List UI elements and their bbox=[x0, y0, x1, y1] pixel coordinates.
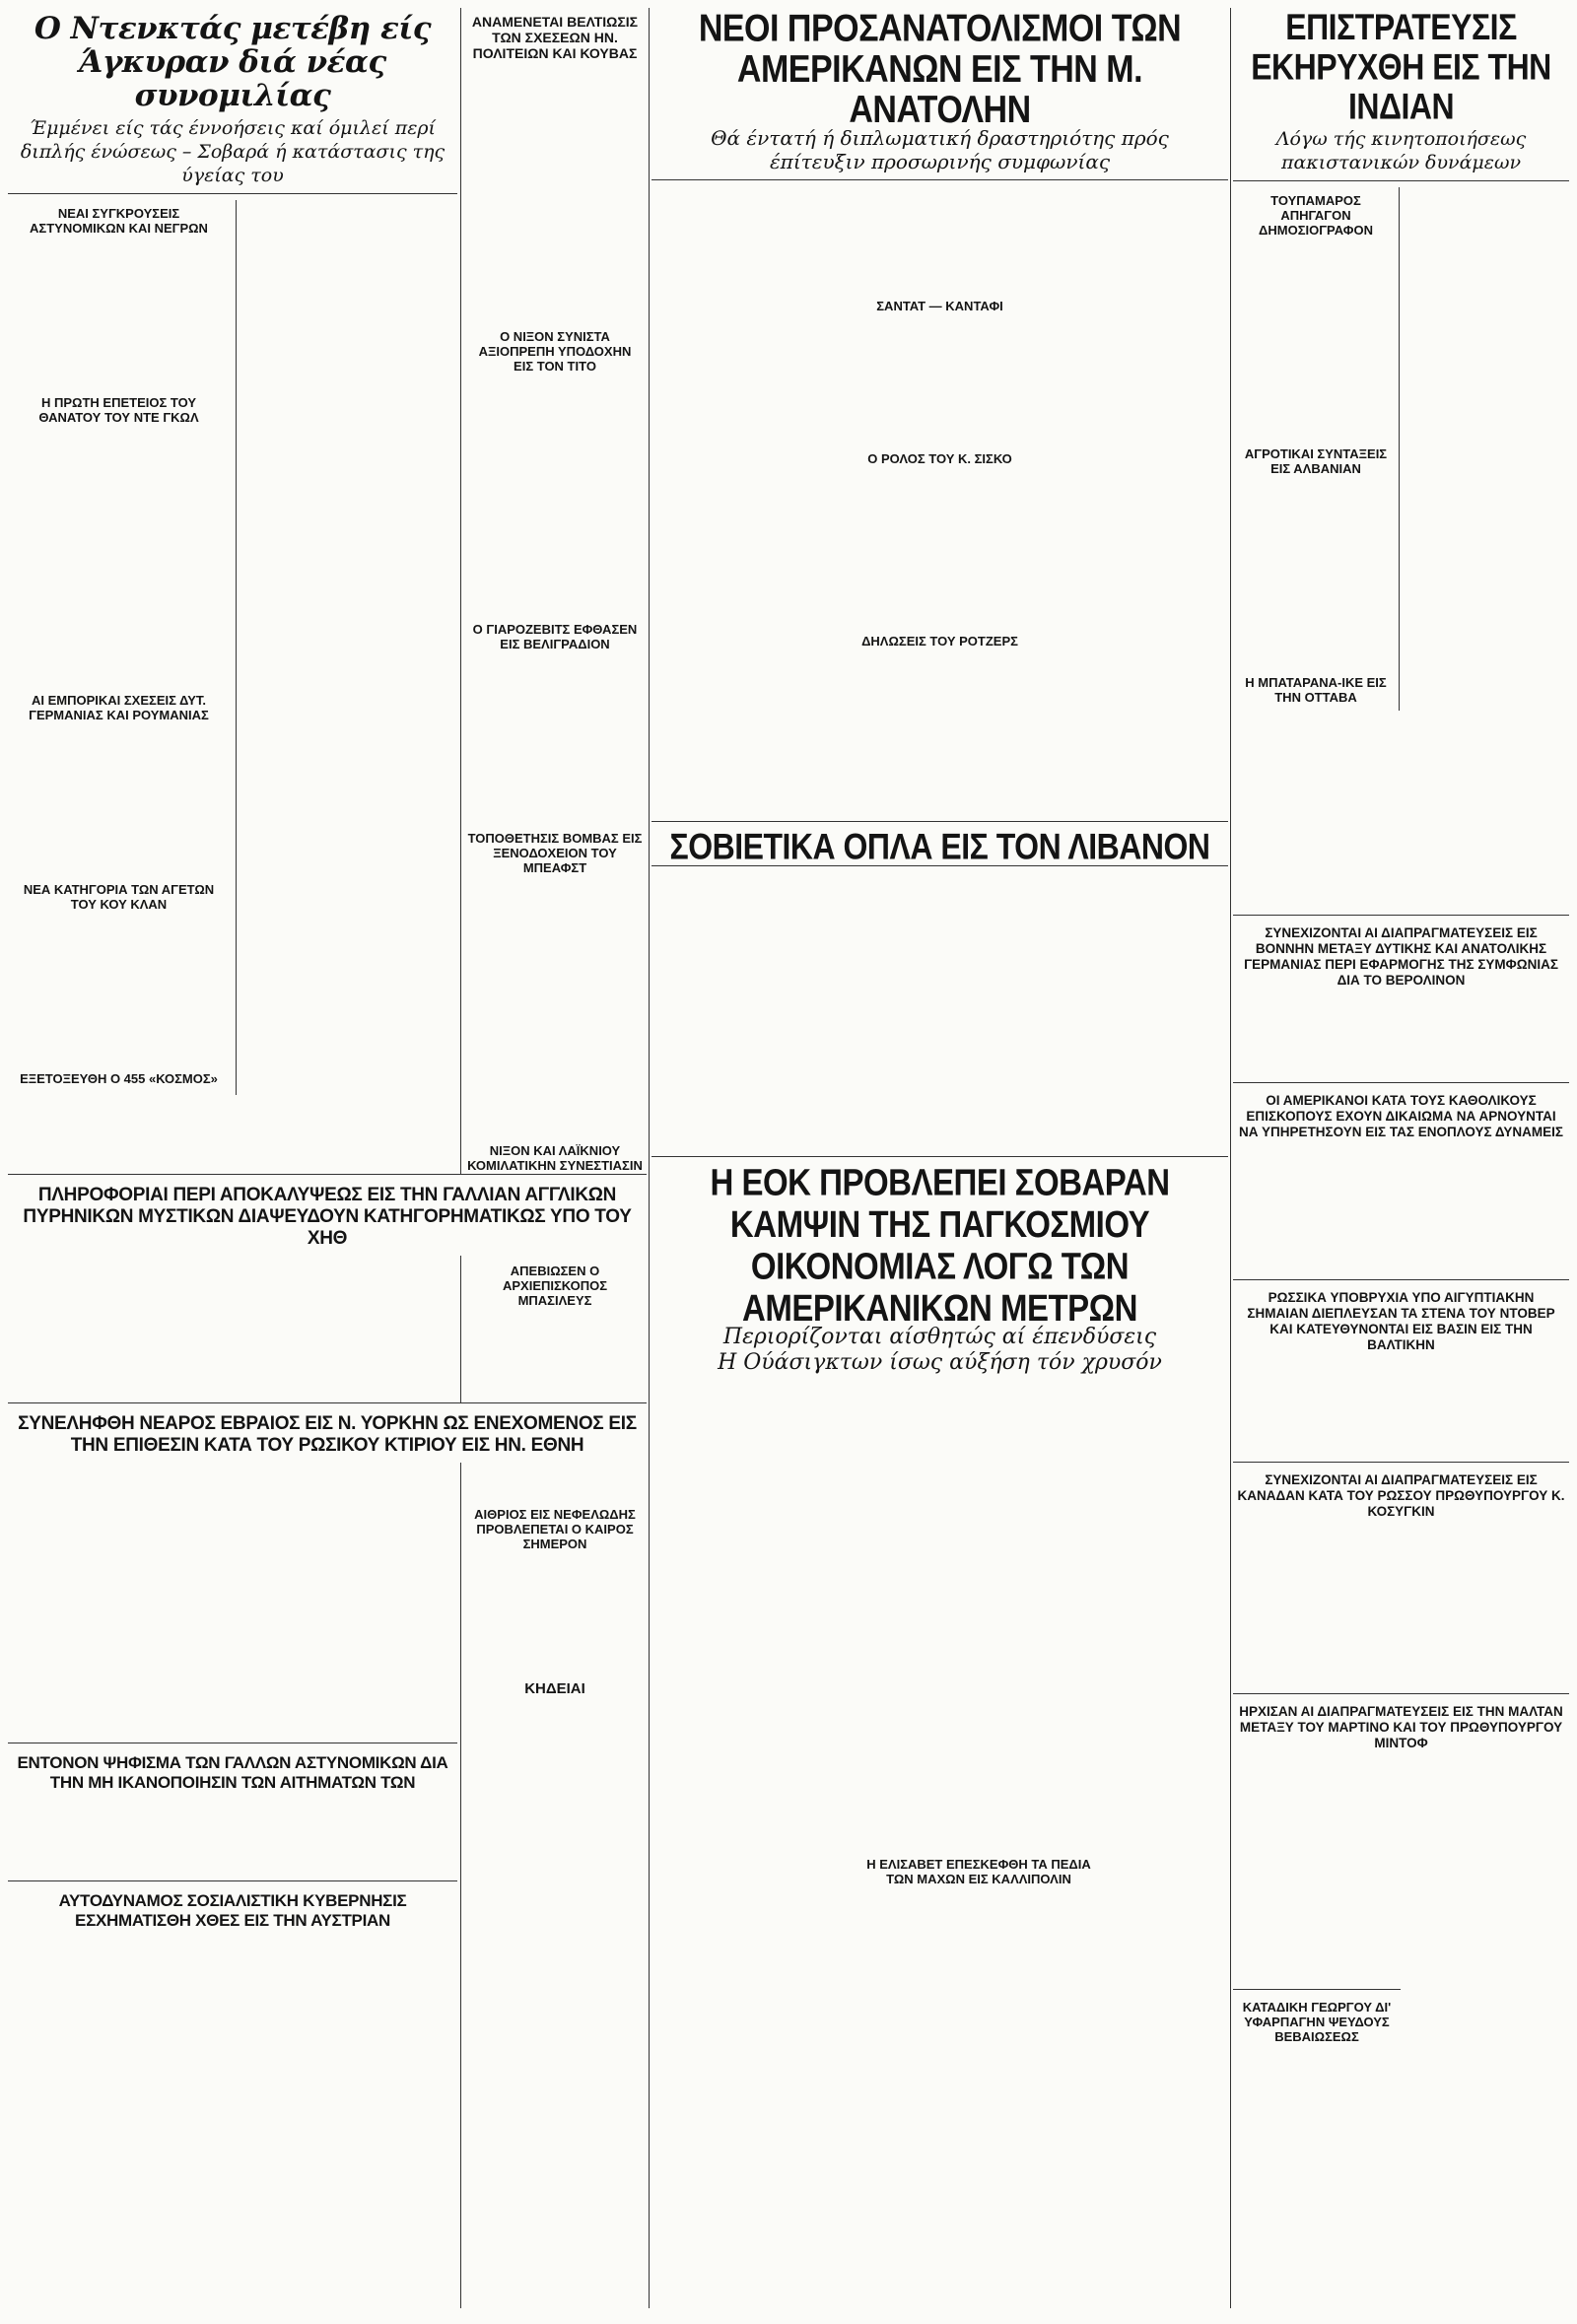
article-headline-submarines: ΡΩΣΣΙΚΑ ΥΠΟΒΡΥΧΙΑ ΥΠΟ ΑΙΓΥΠΤΙΑΚΗΝ ΣΗΜΑΙΑΝ ΔΙΕΠΛΕΥΣΑΝ ΤΑ ΣΤΕΝΑ ΤΟΥ ΝΤΟΒΕΡ ΚΑΙ ΚΑΤΕΥΘΥΝΟΝΤΑΙ ΕΙΣ ΒΑΣΙΝ ΕΙΣ ΤΗΝ ΒΑΛΤΙΚΗΝ bbox=[1247, 1290, 1555, 1352]
article-headline-bishops: ΟΙ ΑΜΕΡΙΚΑΝΟΙ ΚΑΤΑ ΤΟΥΣ ΚΑΘΟΛΙΚΟΥΣ ΕΠΙΣΚΟΠΟΥΣ ΕΧΟΥΝ ΔΙΚΑΙΩΜΑ ΝΑ ΑΡΝΟΥΝΤΑΙ ΝΑ ΥΠΗΡΕΤΗΣΟΥΝ ΕΙΣ ΤΑΣ ΕΝΟΠΛΟΥΣ ΔΥΝΑΜΕΙΣ bbox=[1239, 1093, 1563, 1139]
article-gallia-box bbox=[8, 1174, 647, 1256]
deck-sadat-gaddafi: ΣΑΝΤΑΤ — ΚΑΝΤΑΦΙ bbox=[876, 299, 1003, 313]
deck-jaroszewicz: Ο ΓΙΑΡΟΖΕΒΙΤΣ ΕΦΘΑΣΕΝ ΕΙΣ ΒΕΛΙΓΡΑΔΙΟΝ bbox=[472, 622, 638, 651]
body-text bbox=[11, 728, 227, 876]
deck-tupamaros: ΤΟΥΠΑΜΑΡΟΣ ΑΠΗΓΑΓΟΝ ΔΗΜΟΣΙΟΓΡΑΦΟΝ bbox=[1259, 193, 1373, 238]
article-headline-bonn: ΣΥΝΕΧΙΖΟΝΤΑΙ ΑΙ ΔΙΑΠΡΑΓΜΑΤΕΥΣΕΙΣ ΕΙΣ ΒΟΝΝΗΝ ΜΕΤΑΞΥ ΔΥΤΙΚΗΣ ΚΑΙ ΑΝΑΤΟΛΙΚΗΣ ΓΕΡΜΑΝΙΑΣ ΠΕΡΙ ΕΦΑΡΜΟΓΗΣ ΤΗΣ ΣΥΜΦΩΝΙΑΣ ΔΙΑ ΤΟ ΒΕΡΟΛΙΝΟΝ bbox=[1244, 925, 1558, 988]
article-headline-elisabeth: Η ΕΛΙΣΑΒΕΤ ΕΠΕΣΚΕΦΘΗ ΤΑ ΠΕΔΙΑ ΤΩΝ ΜΑΧΩΝ ΕΙΣ ΚΑΛΛΙΠΟΛΙΝ bbox=[866, 1857, 1091, 1886]
deck-archbishop: ΑΠΕΒΙΩΣΕΝ Ο ΑΡΧΙΕΠΙΣΚΟΠΟΣ ΜΠΑΣΙΛΕΥΣ bbox=[502, 1264, 608, 1308]
article-eok-box bbox=[651, 1156, 1228, 1376]
article-submarines-box bbox=[1233, 1279, 1569, 1359]
deck-negroes: ΝΕΑΙ ΣΥΓΚΡΟΥΣΕΙΣ ΑΣΤΥΝΟΜΙΚΩΝ ΚΑΙ ΝΕΓΡΩΝ bbox=[30, 206, 208, 236]
deck-weather: ΑΙΘΡΙΟΣ ΕΙΣ ΝΕΦΕΛΩΔΗΣ ΠΡΟΒΛΕΠΕΤΑΙ Ο ΚΑΙΡΟΣ ΣΗΜΕΡΟΝ bbox=[474, 1507, 636, 1551]
article-subhead-eok-2: Η Ούάσιγκτων ίσως αύξήση τόν χρυσόν bbox=[718, 1350, 1162, 1375]
article-headline-gallia: ΠΛΗΡΟΦΟΡΙΑΙ ΠΕΡΙ ΑΠΟΚΑΛΥΨΕΩΣ ΕΙΣ ΤΗΝ ΓΑΛΛΙΑΝ ΑΓΓΛΙΚΩΝ ΠΥΡΗΝΙΚΩΝ ΜΥΣΤΙΚΩΝ ΔΙΑΨΕΥΔΟΥΝ ΚΑΤΗΓΟΡΗΜΑΤΙΚΩΣ ΥΠΟ ΤΟΥ ΧΗΘ bbox=[23, 1185, 632, 1249]
article-elisabeth-box bbox=[856, 1851, 1102, 1892]
article-bishops-box bbox=[1233, 1082, 1569, 1146]
column-rule bbox=[460, 8, 461, 2308]
body-text bbox=[466, 1557, 644, 1675]
deck-sisco: Ο ΡΟΛΟΣ ΤΟΥ Κ. ΣΙΣΚΟ bbox=[867, 451, 1012, 466]
article-george-box bbox=[1233, 1989, 1401, 2050]
article-austria-box bbox=[8, 1880, 457, 1937]
deck-tito: Ο ΝΙΞΟΝ ΣΥΝΙΣΤΑ ΑΞΙΟΠΡΕΠΗ ΥΠΟΔΟΧΗΝ ΕΙΣ ΤΟΝ ΤΙΤΟ bbox=[478, 329, 632, 374]
article-headline-soviet: ΣΟΒΙΕΤΙΚΑ ΟΠΛΑ ΕΙΣ ΤΟΝ ΛΙΒΑΝΟΝ bbox=[669, 826, 1210, 867]
article-headline-psifisma: ΕΝΤΟΝΟΝ ΨΗΦΙΣΜΑ ΤΩΝ ΓΑΛΛΩΝ ΑΣΤΥΝΟΜΙΚΩΝ ΔΙΑ ΤΗΝ ΜΗ ΙΚΑΝΟΠΟΙΗΣΙΝ ΤΩΝ ΑΙΤΗΜΑΤΩΝ ΤΩΝ bbox=[17, 1753, 448, 1792]
article-headline-denktas: Ο Ντενκτάς μετέβη είς Άγκυραν διά νέας συνομιλίας bbox=[34, 11, 432, 113]
deck-ku-klux-klan: ΝΕΑ ΚΑΤΗΓΟΡΙΑ ΤΩΝ ΑΓΕΤΩΝ ΤΟΥ ΚΟΥ ΚΛΑΝ bbox=[23, 882, 215, 912]
subcolumn bbox=[8, 200, 230, 1095]
article-headline-eok: Η ΕΟΚ ΠΡΟΒΛΕΠΕΙ ΣΟΒΑΡΑΝ ΚΑΜΨΙΝ ΤΗΣ ΠΑΓΚΟΣΜΙΟΥ ΟΙΚΟΝΟΜΙΑΣ ΛΟΓΩ ΤΩΝ ΑΜΕΡΙΚΑΝΙΚΩΝ ΜΕΤΡΩΝ bbox=[710, 1161, 1170, 1330]
article-york-box bbox=[8, 1402, 647, 1463]
body-text bbox=[240, 204, 454, 1091]
deck-de-gaulle: Η ΠΡΩΤΗ ΕΠΕΤΕΙΟΣ ΤΟΥ ΘΑΝΑΤΟΥ ΤΟΥ ΝΤΕ ΓΚΩΛ bbox=[38, 395, 199, 425]
body-text bbox=[466, 379, 644, 616]
article-subhead-denktas: Έμμένει είς τάς έννοήσεις καί όμιλεί περί διπλής ένώσεως – Σοβαρά ή κατάστασις της ύγείας του bbox=[20, 117, 446, 186]
body-text bbox=[466, 881, 644, 1137]
deck-nixon-dinner: ΝΙΞΟΝ ΚΑΙ ΛΑΪΚΝΙΟΥ ΚΟΜΙΛΑΤΙΚΗΝ ΣΥΝΕΣΤΙΑΣΙΝ bbox=[467, 1143, 643, 1173]
deck-rogers: ΔΗΛΩΣΕΙΣ ΤΟΥ ΡΟΤΖΕΡΣ bbox=[861, 634, 1018, 649]
body-text bbox=[466, 657, 644, 825]
body-text bbox=[11, 241, 227, 389]
deck-funerals: ΚΗΔΕΙΑΙ bbox=[524, 1680, 585, 1697]
article-bonn-box bbox=[1233, 915, 1569, 994]
body-text bbox=[1236, 243, 1396, 441]
article-headline-india: ΕΠΙΣΤΡΑΤΕΥΣΙΣ ΕΚΗΡΥΧΘΗ ΕΙΣ ΤΗΝ ΙΝΔΙΑΝ bbox=[1251, 8, 1551, 127]
article-headline-george: ΚΑΤΑΔΙΚΗ ΓΕΩΡΓΟΥ ΔΙ' ΥΦΑΡΠΑΓΗΝ ΨΕΥΔΟΥΣ ΒΕΒΑΙΩΣΕΩΣ bbox=[1242, 2000, 1392, 2044]
article-canada-box bbox=[1233, 1462, 1569, 1526]
deck-cuba: ΑΝΑΜΕΝΕΤΑΙ ΒΕΛΤΙΩΣΙΣ ΤΩΝ ΣΧΕΣΕΩΝ ΗΝ. ΠΟΛΙΤΕΙΩΝ ΚΑΙ ΚΟΥΒΑΣ bbox=[471, 14, 639, 61]
deck-trade-relations: ΑΙ ΕΜΠΟΡΙΚΑΙ ΣΧΕΣΕΙΣ ΔΥΤ. ΓΕΡΜΑΝΙΑΣ ΚΑΙ ΡΟΥΜΑΝΙΑΣ bbox=[29, 693, 209, 722]
deck-kosmos: ΕΞΕΤΟΞΕΥΘΗ Ο 455 «ΚΟΣΜΟΣ» bbox=[20, 1071, 218, 1086]
article-soviet-box bbox=[651, 821, 1228, 866]
column-rule bbox=[649, 8, 650, 2308]
column-center-left bbox=[463, 8, 647, 2308]
subcolumn bbox=[1233, 187, 1399, 711]
deck-belfast-bomb: ΤΟΠΟΘΕΤΗΣΙΣ ΒΟΜΒΑΣ ΕΙΣ ΞΕΝΟΔΟΧΕΙΟΝ ΤΟΥ ΜΠΕΑΦΣΤ bbox=[467, 831, 643, 875]
article-headline-york: ΣΥΝΕΛΗΦΘΗ ΝΕΑΡΟΣ ΕΒΡΑΙΟΣ ΕΙΣ Ν. ΥΟΡΚΗΝ ΩΣ ΕΝΕΧΟΜΕΝΟΣ ΕΙΣ ΤΗΝ ΕΠΙΘΕΣΙΝ ΚΑΤΑ ΤΟΥ ΡΩΣΙΚΟΥ ΚΤΙΡΙΟΥ ΕΙΣ ΗΝ. ΕΘΝΗ bbox=[18, 1413, 637, 1456]
newspaper-page bbox=[8, 8, 1569, 2308]
article-subhead-americans: Θά έντατή ή διπλωματική δραστηριότης πρός έπίτευξιν προσωρινής συμφωνίας bbox=[711, 126, 1169, 173]
body-text bbox=[11, 918, 227, 1065]
article-subhead-india: Λόγω τής κινητοποιήσεως πακιστανικών δυνάμεων bbox=[1275, 128, 1527, 173]
column-right bbox=[1233, 8, 1569, 2308]
deck-ottawa: Η ΜΠΑΤΑΡΑΝΑ-ΙΚΕ ΕΙΣ ΤΗΝ ΟΤΤΑΒΑ bbox=[1245, 675, 1387, 705]
article-headline-malta: ΗΡΧΙΣΑΝ ΑΙ ΔΙΑΠΡΑΓΜΑΤΕΥΣΕΙΣ ΕΙΣ ΤΗΝ ΜΑΛΤΑΝ ΜΕΤΑΞΥ ΤΟΥ ΜΑΡΤΙΝΟ ΚΑΙ ΤΟΥ ΠΡΩΘΥΠΟΥΡΓΟΥ ΜΙΝΤΟΦ bbox=[1239, 1704, 1563, 1750]
article-malta-box bbox=[1233, 1693, 1569, 1757]
body-text bbox=[466, 67, 644, 323]
article-headline-canada: ΣΥΝΕΧΙΖΟΝΤΑΙ ΑΙ ΔΙΑΠΡΑΓΜΑΤΕΥΣΕΙΣ ΕΙΣ ΚΑΝΑΔΑΝ ΚΑΤΑ ΤΟΥ ΡΩΣΣΟΥ ΠΡΩΘΥΠΟΥΡΓΟΥ Κ. ΚΟΣΥΓΚΙΝ bbox=[1237, 1472, 1565, 1519]
column-rule bbox=[1230, 8, 1231, 2308]
column-left bbox=[8, 8, 457, 2308]
deck-albania: ΑΓΡΟΤΙΚΑΙ ΣΥΝΤΑΞΕΙΣ ΕΙΣ ΑΛΒΑΝΙΑΝ bbox=[1244, 446, 1388, 476]
article-psifisma-box bbox=[8, 1743, 457, 1799]
article-headline-austria: ΑΥΤΟΔΥΝΑΜΟΣ ΣΟΣΙΑΛΙΣΤΙΚΗ ΚΥΒΕΡΝΗΣΙΣ ΕΣΧΗΜΑΤΙΣΘΗ ΧΘΕΣ ΕΙΣ ΤΗΝ ΑΥΣΤΡΙΑΝ bbox=[58, 1891, 407, 1930]
subcolumn bbox=[1399, 187, 1569, 711]
body-text bbox=[11, 431, 227, 687]
body-text bbox=[1236, 482, 1396, 669]
article-headline-americans: ΝΕΟΙ ΠΡΟΣΑΝΑΤΟΛΙΣΜΟΙ ΤΩΝ ΑΜΕΡΙΚΑΝΩΝ ΕΙΣ ΤΗΝ Μ. ΑΝΑΤΟΛΗΝ bbox=[698, 8, 1182, 132]
article-subhead-eok-1: Περιορίζονται αίσθητώς αί έπενδύσεις bbox=[722, 1325, 1157, 1349]
subcolumn bbox=[236, 200, 457, 1095]
